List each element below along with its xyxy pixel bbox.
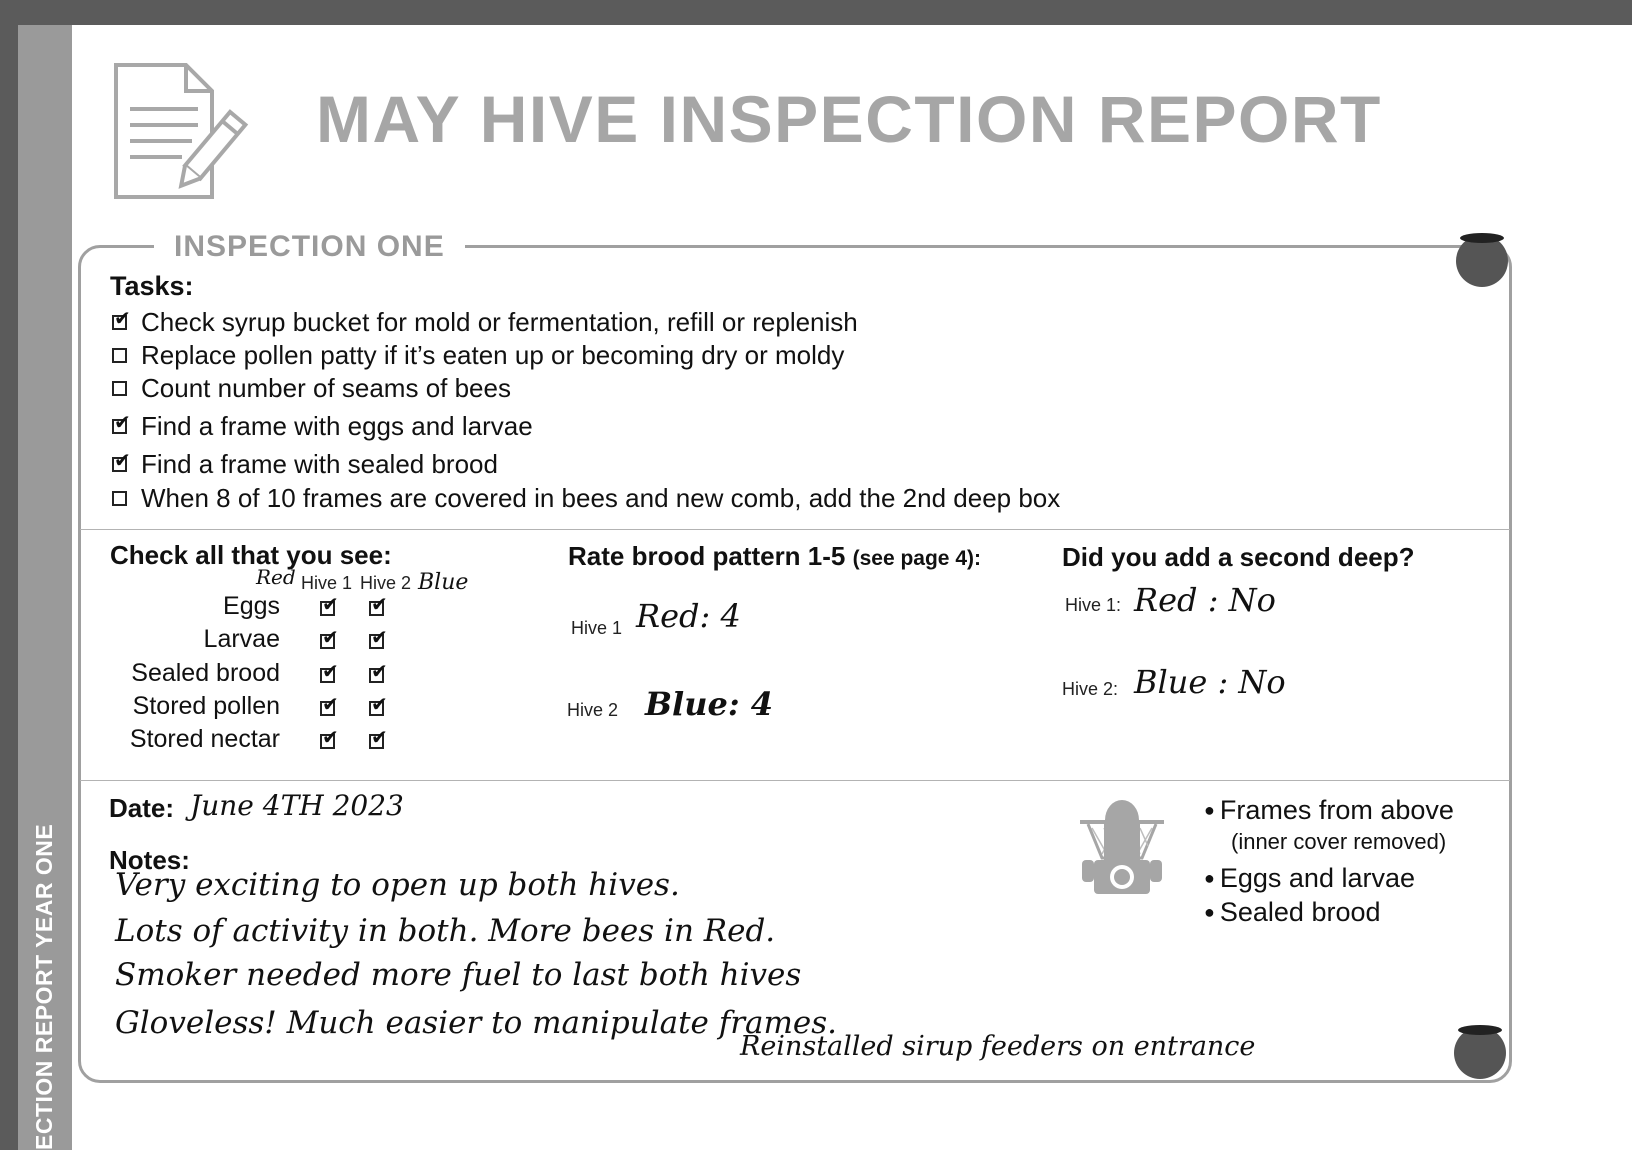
tasks-heading: Tasks: [110, 271, 194, 301]
brood-hive1-label: Hive 1 [571, 618, 623, 638]
note-line: Lots of activity in both. More bees in Red. [115, 913, 776, 949]
notes-label: Notes: [109, 845, 190, 875]
date-label: Date: [109, 793, 175, 823]
hive1-handwritten: Red [256, 565, 296, 589]
task-item: Replace pollen patty if it’s eaten up or becoming dry or moldy [112, 340, 844, 371]
checkbox[interactable] [112, 457, 127, 472]
brood-hive2-label: Hive 2 [567, 700, 619, 720]
checkbox[interactable] [112, 419, 127, 434]
checkbox[interactable] [112, 348, 127, 363]
checkbox-hive1[interactable] [320, 701, 335, 716]
hive2-handwritten: Blue [418, 570, 469, 595]
checkbox-hive2[interactable] [369, 734, 384, 749]
side-strip [18, 25, 72, 1150]
checkbox-hive1[interactable] [320, 668, 335, 683]
checkbox[interactable] [112, 381, 127, 396]
section-title: INSPECTION ONE [154, 230, 465, 264]
beekeeper-camera-icon [1078, 798, 1168, 918]
obs-label: Larvae [203, 625, 280, 653]
checkbox[interactable] [112, 315, 127, 330]
observations-heading: Check all that you see: [110, 540, 392, 570]
brood-hive2-value: Blue: 4 [645, 685, 774, 723]
report-page [18, 25, 1632, 1150]
note-line: Gloveless! Much easier to manipulate frames. [115, 1005, 838, 1041]
task-item: Count number of seams of bees [112, 373, 511, 404]
obs-label: Stored nectar [129, 725, 280, 753]
second-deep-hive2-label: Hive 2: [1062, 679, 1119, 699]
obs-label: Sealed brood [131, 659, 280, 687]
task-item: ✔Find a frame with sealed brood [112, 449, 498, 480]
checkbox-hive2[interactable] [369, 601, 384, 616]
second-deep-hive1-label: Hive 1: [1065, 595, 1122, 615]
obs-label: Eggs [223, 592, 280, 620]
tip-item: ● Frames from above [1204, 795, 1454, 829]
brood-hive1-value: Red: 4 [636, 597, 741, 635]
note-line: Smoker needed more fuel to last both hives [115, 957, 802, 993]
checkbox[interactable] [112, 491, 127, 506]
checkbox-hive2[interactable] [369, 701, 384, 716]
note-line: Reinstalled sirup feeders on entrance [740, 1031, 1256, 1062]
page-title: MAY HIVE INSPECTION REPORT [316, 82, 1382, 156]
document-pencil-icon [112, 61, 252, 203]
checkbox-hive1[interactable] [320, 734, 335, 749]
checkbox-hive1[interactable] [320, 634, 335, 649]
tip-subitem: (inner cover removed) [1231, 829, 1447, 854]
photo-tips [1204, 795, 1454, 931]
date-value: June 4TH 2023 [190, 789, 404, 822]
tip-item: ● Eggs and larvae [1204, 863, 1454, 897]
second-deep-hive2-value: Blue : No [1134, 663, 1286, 701]
brood-heading: Rate brood pattern 1-5 (see page 4): [568, 541, 981, 571]
task-item: ✔Check syrup bucket for mold or fermentation, refill or replenish [112, 307, 858, 338]
divider [80, 780, 1510, 781]
second-deep-hive1-value: Red : No [1134, 581, 1276, 619]
binder-hole-top [1456, 235, 1508, 287]
binder-hole-bottom [1454, 1027, 1506, 1079]
task-item: ✔Find a frame with eggs and larvae [112, 411, 533, 442]
task-item: When 8 of 10 frames are covered in bees and new comb, add the 2nd deep box [112, 483, 1060, 514]
note-line: Very exciting to open up both hives. [115, 867, 680, 903]
tip-item: ● Sealed brood [1204, 897, 1454, 931]
checkbox-hive2[interactable] [369, 634, 384, 649]
hive2-header: Hive 2 [360, 573, 412, 593]
side-label: ECTION REPORT YEAR ONE [31, 823, 57, 1150]
divider [80, 529, 1510, 530]
hive1-header: Hive 1 [301, 573, 353, 593]
checkbox-hive1[interactable] [320, 601, 335, 616]
checkbox-hive2[interactable] [369, 668, 384, 683]
obs-label: Stored pollen [132, 692, 280, 720]
second-deep-heading: Did you add a second deep? [1062, 542, 1415, 572]
